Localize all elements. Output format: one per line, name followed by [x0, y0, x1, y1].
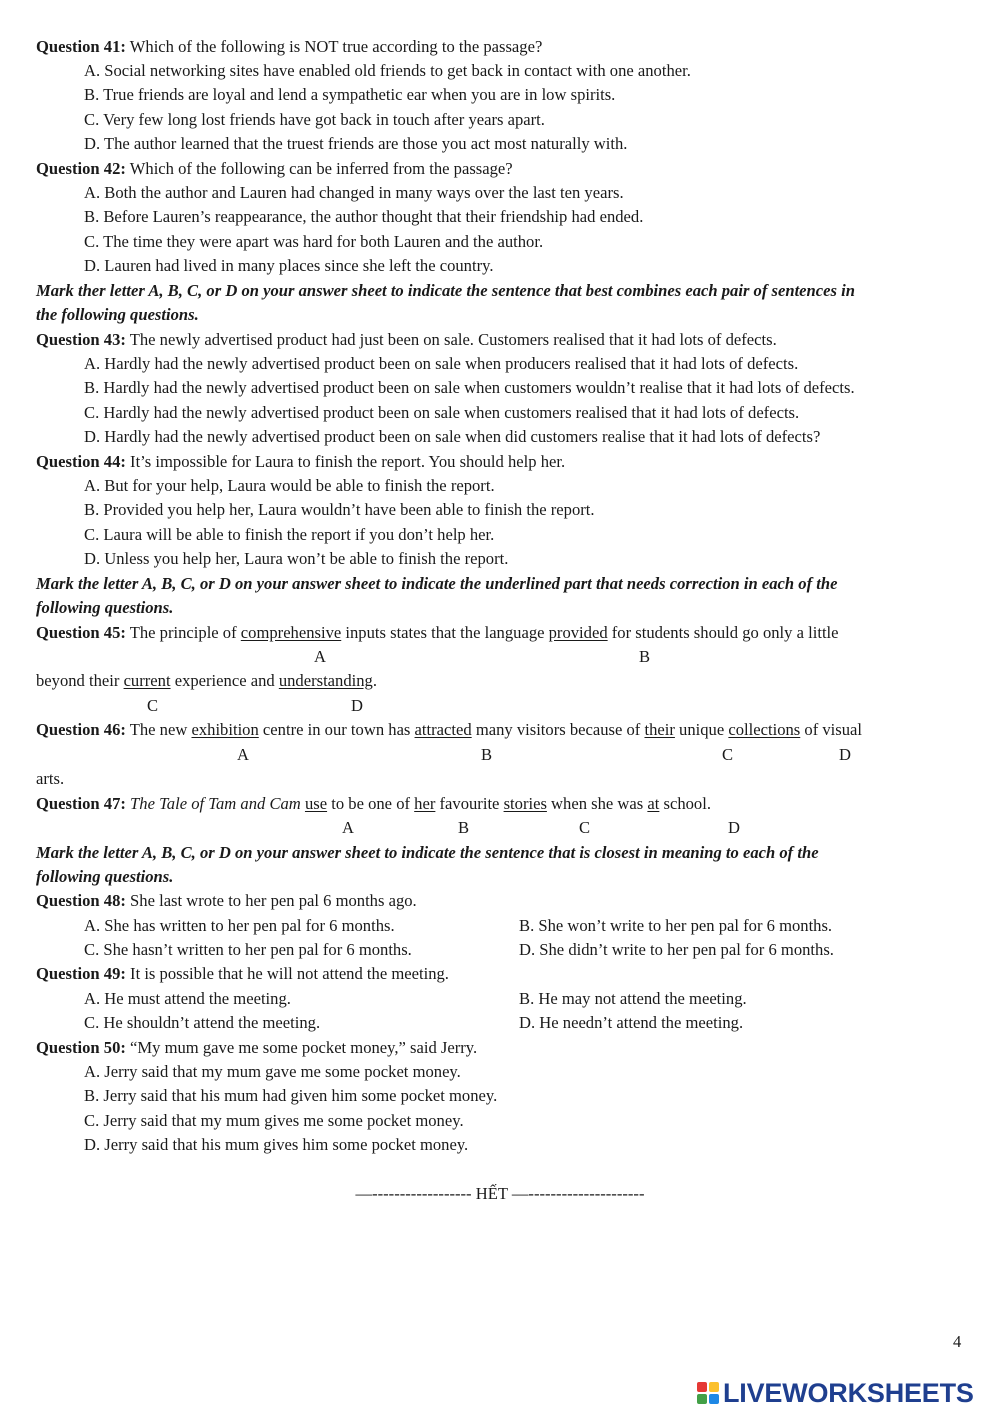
label-c: C: [147, 696, 159, 715]
label-c: C: [722, 745, 734, 764]
question-label: Question 45:: [36, 623, 126, 642]
label-b: B: [458, 818, 470, 837]
question-text: The new: [125, 720, 192, 739]
option-d: D. She didn’t write to her pen pal for 6 months.: [519, 940, 834, 959]
logo-square-green: [697, 1394, 707, 1404]
question-text: The principle of: [125, 623, 241, 642]
question-text: It’s impossible for Laura to finish the report. You should help her.: [125, 452, 566, 471]
question-text: school.: [659, 794, 711, 813]
instruction-combine-line2: the following questions.: [36, 305, 199, 324]
brand-name: LIVEWORKSHEETS: [723, 1377, 974, 1408]
underlined-part-d: understanding: [278, 671, 373, 690]
option-d: D. Unless you help her, Laura won’t be able to finish the report.: [84, 549, 509, 568]
question-43: [36, 330, 777, 350]
logo-square-yellow: [709, 1382, 719, 1392]
question-label: Question 43:: [36, 330, 126, 349]
question-text: many visitors because of: [471, 720, 645, 739]
question-44: [36, 452, 565, 472]
underlined-part-c: current: [123, 671, 171, 690]
question-text: Which of the following can be inferred from the passage?: [125, 159, 513, 178]
option-d: D. He needn’t attend the meeting.: [519, 1013, 744, 1032]
label-d: D: [351, 696, 363, 715]
option-b: B. Hardly had the newly advertised product been on sale when customers wouldn’t realise that it had lots of defects.: [84, 378, 855, 397]
option-a: A. Hardly had the newly advertised product been on sale when producers realised that it had lots of defects.: [84, 354, 799, 373]
label-a: A: [342, 818, 354, 837]
instruction-closest-line2: following questions.: [36, 867, 174, 886]
option-b: B. True friends are loyal and lend a sympathetic ear when you are in low spirits.: [84, 85, 616, 104]
question-text: Which of the following is NOT true according to the passage?: [125, 37, 543, 56]
end-marker: —------------------ HẾT —---------------------: [355, 1184, 645, 1203]
underlined-part-c: their: [644, 720, 675, 739]
option-a: A. Social networking sites have enabled old friends to get back in contact with one another.: [84, 61, 691, 80]
label-a: A: [237, 745, 249, 764]
underlined-part-b: her: [414, 794, 436, 813]
label-b: B: [481, 745, 493, 764]
label-c: C: [579, 818, 591, 837]
page-number: 4: [953, 1332, 962, 1351]
option-c: C. He shouldn’t attend the meeting.: [84, 1013, 321, 1032]
question-50: [36, 1038, 477, 1058]
question-text: of visual: [800, 720, 863, 739]
instruction-closest-line1: Mark the letter A, B, C, or D on your answer sheet to indicate the sentence that is closest in meaning to each of the: [36, 843, 819, 862]
option-d: D. Lauren had lived in many places since she left the country.: [84, 256, 494, 275]
option-d: D. The author learned that the truest friends are those you act most naturally with.: [84, 134, 628, 153]
option-b: B. He may not attend the meeting.: [519, 989, 747, 1008]
question-42: [36, 159, 513, 179]
question-text: unique: [674, 720, 729, 739]
question-48: [36, 891, 417, 911]
question-text: centre in our town has: [258, 720, 415, 739]
option-c: C. Jerry said that my mum gives me some pocket money.: [84, 1111, 464, 1130]
option-b: B. Jerry said that his mum had given him some pocket money.: [84, 1086, 498, 1105]
question-text: .: [372, 671, 377, 690]
option-c: C. Laura will be able to finish the report if you don’t help her.: [84, 525, 495, 544]
option-c: C. The time they were apart was hard for both Lauren and the author.: [84, 232, 544, 251]
question-text: The newly advertised product had just been on sale. Customers realised that it had lots of defects.: [125, 330, 777, 349]
option-a: A. But for your help, Laura would be able to finish the report.: [84, 476, 495, 495]
label-d: D: [839, 745, 851, 764]
question-text: for students should go only a little: [607, 623, 839, 642]
option-a: A. He must attend the meeting.: [84, 989, 291, 1008]
underlined-part-a: exhibition: [191, 720, 259, 739]
instruction-combine-line1: Mark ther letter A, B, C, or D on your answer sheet to indicate the sentence that best combines each pair of sentences in: [36, 281, 855, 300]
question-text: favourite: [435, 794, 504, 813]
question-41: [36, 37, 542, 57]
instruction-correction-line2: following questions.: [36, 598, 174, 617]
question-label: Question 47:: [36, 794, 126, 813]
question-label: Question 41:: [36, 37, 126, 56]
question-text: She last wrote to her pen pal 6 months ago.: [125, 891, 417, 910]
question-47: [36, 794, 711, 814]
logo-square-red: [697, 1382, 707, 1392]
underlined-part-a: use: [304, 794, 328, 813]
question-45-continued: [36, 671, 377, 691]
option-a: A. Both the author and Lauren had changed in many ways over the last ten years.: [84, 183, 624, 202]
underlined-part-b: provided: [548, 623, 608, 642]
liveworksheets-icon: [697, 1382, 719, 1404]
question-label: Question 50:: [36, 1038, 126, 1057]
underlined-part-b: attracted: [414, 720, 472, 739]
label-b: B: [639, 647, 651, 666]
label-d: D: [728, 818, 740, 837]
option-d: D. Jerry said that his mum gives him some pocket money.: [84, 1135, 469, 1154]
question-text: to be one of: [327, 794, 415, 813]
option-a: A. She has written to her pen pal for 6 months.: [84, 916, 395, 935]
question-text: when she was: [546, 794, 648, 813]
liveworksheets-logo: [697, 1378, 974, 1408]
option-c: C. She hasn’t written to her pen pal for 6 months.: [84, 940, 412, 959]
label-a: A: [314, 647, 326, 666]
question-text: It is possible that he will not attend the meeting.: [125, 964, 449, 983]
underlined-part-a: comprehensive: [240, 623, 342, 642]
option-b: B. Provided you help her, Laura wouldn’t have been able to finish the report.: [84, 500, 595, 519]
option-c: C. Very few long lost friends have got back in touch after years apart.: [84, 110, 545, 129]
question-text: experience and: [170, 671, 279, 690]
story-title: The Tale of Tam and Cam: [130, 794, 301, 813]
question-label: Question 44:: [36, 452, 126, 471]
logo-square-blue: [709, 1394, 719, 1404]
underlined-part-d: collections: [728, 720, 801, 739]
underlined-part-c: stories: [503, 794, 547, 813]
question-label: Question 49:: [36, 964, 126, 983]
question-text: beyond their: [36, 671, 124, 690]
option-d: D. Hardly had the newly advertised product been on sale when did customers realise that it had lots of defects?: [84, 427, 821, 446]
underlined-part-d: at: [647, 794, 660, 813]
question-45: [36, 623, 839, 643]
question-label: Question 46:: [36, 720, 126, 739]
option-b: B. Before Lauren’s reappearance, the author thought that their friendship had ended.: [84, 207, 644, 226]
question-text: inputs states that the language: [341, 623, 549, 642]
option-c: C. Hardly had the newly advertised product been on sale when customers realised that it had lots of defects.: [84, 403, 800, 422]
question-text: “My mum gave me some pocket money,” said Jerry.: [125, 1038, 478, 1057]
question-46: [36, 720, 862, 740]
question-49: [36, 964, 449, 984]
instruction-correction-line1: Mark the letter A, B, C, or D on your answer sheet to indicate the underlined part that needs correction in each of the: [36, 574, 838, 593]
question-label: Question 48:: [36, 891, 126, 910]
option-a: A. Jerry said that my mum gave me some pocket money.: [84, 1062, 461, 1081]
question-label: Question 42:: [36, 159, 126, 178]
option-b: B. She won’t write to her pen pal for 6 months.: [519, 916, 833, 935]
question-46-continued: arts.: [36, 769, 65, 788]
